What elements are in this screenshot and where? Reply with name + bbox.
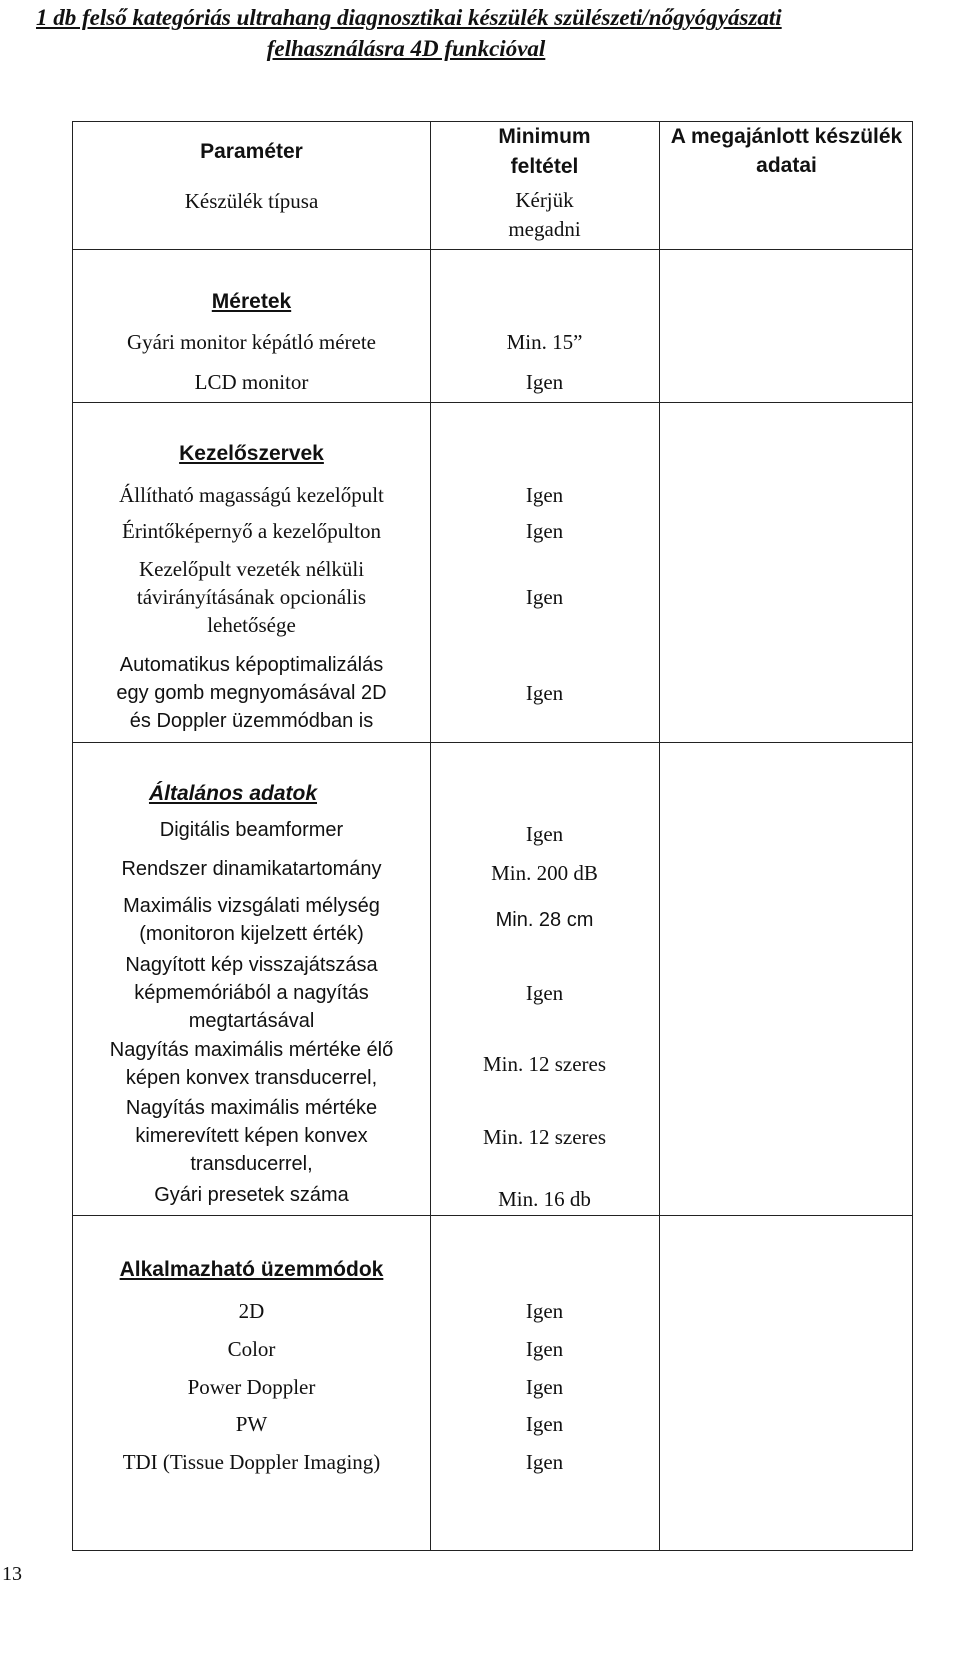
column-divider <box>659 122 660 1550</box>
table-row-param: képen konvex transducerrel, <box>125 1067 378 1089</box>
table-row-param: Maximális vizsgálati mélység <box>123 895 380 917</box>
table-row-min: Igen <box>525 981 564 1005</box>
table-row-param: Power Doppler <box>187 1375 316 1399</box>
table-row-param: Digitális beamformer <box>159 819 344 841</box>
header-min-2: feltétel <box>510 155 579 178</box>
page-number: 13 <box>2 1563 22 1585</box>
table-row-param: PW <box>235 1412 268 1436</box>
table-row-min: Igen <box>525 519 564 543</box>
table-row-min: Igen <box>525 370 564 394</box>
row-divider <box>73 402 912 403</box>
table-row-param: Gyári monitor képátló mérete <box>127 330 376 354</box>
table-row-param: Automatikus képoptimalizálás <box>119 654 384 676</box>
table-row-param: Kezelőpult vezeték nélküli <box>138 557 365 581</box>
table-row-min: Igen <box>525 1412 564 1436</box>
row-divider <box>73 742 912 743</box>
header-please-2: megadni <box>508 217 581 241</box>
table-row-param: Nagyított kép visszajátszása <box>125 954 378 976</box>
table-row-param: Rendszer dinamikatartomány <box>121 858 382 880</box>
table-row-min: Min. 28 cm <box>495 909 594 931</box>
table-row-min: Igen <box>525 1450 564 1474</box>
section-uzemmodok: Alkalmazható üzemmódok <box>119 1258 384 1281</box>
section-kezeloszervek: Kezelőszervek <box>179 442 324 465</box>
header-please-1: Kérjük <box>515 188 574 212</box>
table-row-min: Igen <box>525 1337 564 1361</box>
table-row-param: képmemóriából a nagyítás <box>134 982 369 1004</box>
title-line-2: felhasználásra 4D funkcióval <box>266 36 546 61</box>
table-row-param: Nagyítás maximális mértéke élő <box>109 1039 394 1061</box>
table-row-param: 2D <box>238 1299 265 1323</box>
table-row-param: Nagyítás maximális mértéke <box>125 1097 378 1119</box>
table-row-param: és Doppler üzemmódban is <box>129 710 374 732</box>
header-min-1: Minimum <box>498 125 591 148</box>
table-row-min: Min. 200 dB <box>491 861 598 885</box>
table-row-param: (monitoron kijelzett érték) <box>139 923 364 945</box>
table-row-min: Igen <box>525 822 564 846</box>
section-meretek: Méretek <box>211 290 292 313</box>
table-row-param: Állítható magasságú kezelőpult <box>119 483 384 507</box>
header-device-type: Készülék típusa <box>184 189 319 213</box>
table-row-min: Igen <box>525 483 564 507</box>
row-divider <box>73 1215 912 1216</box>
table-row-param: Color <box>227 1337 276 1361</box>
header-parameter: Paraméter <box>200 140 303 163</box>
header-offered-1: A megajánlott készülék <box>670 125 903 148</box>
table-row-min: Igen <box>525 1375 564 1399</box>
row-divider <box>73 249 912 250</box>
section-altalanos: Általános adatok <box>148 782 318 805</box>
table-row-param: távirányításának opcionális <box>136 585 367 609</box>
table-row-min: Igen <box>525 1299 564 1323</box>
table-row-param: LCD monitor <box>194 370 309 394</box>
header-offered-2: adatai <box>756 154 817 177</box>
table-row-param: egy gomb megnyomásával 2D <box>116 682 387 704</box>
title-line-1: 1 db felső kategóriás ultrahang diagnosztikai készülék szülészeti/nőgyógyászati <box>36 5 782 30</box>
table-row-min: Min. 15” <box>506 330 583 354</box>
table-row-param: Gyári presetek száma <box>154 1184 349 1206</box>
table-row-min: Igen <box>525 585 564 609</box>
table-row-param: kimerevített képen konvex <box>135 1125 368 1147</box>
table-row-min: Igen <box>525 681 564 705</box>
table-row-min: Min. 12 szeres <box>482 1125 607 1149</box>
table-row-param: TDI (Tissue Doppler Imaging) <box>122 1450 381 1474</box>
table-row-param: lehetősége <box>207 613 296 637</box>
table-row-param: megtartásával <box>188 1010 315 1032</box>
table-row-param: Érintőképernyő a kezelőpulton <box>122 519 381 543</box>
spec-table <box>72 121 913 1551</box>
document-title <box>36 2 936 64</box>
table-row-param: transducerrel, <box>190 1153 313 1175</box>
table-row-min: Min. 12 szeres <box>482 1052 607 1076</box>
table-row-min: Min. 16 db <box>498 1187 591 1211</box>
